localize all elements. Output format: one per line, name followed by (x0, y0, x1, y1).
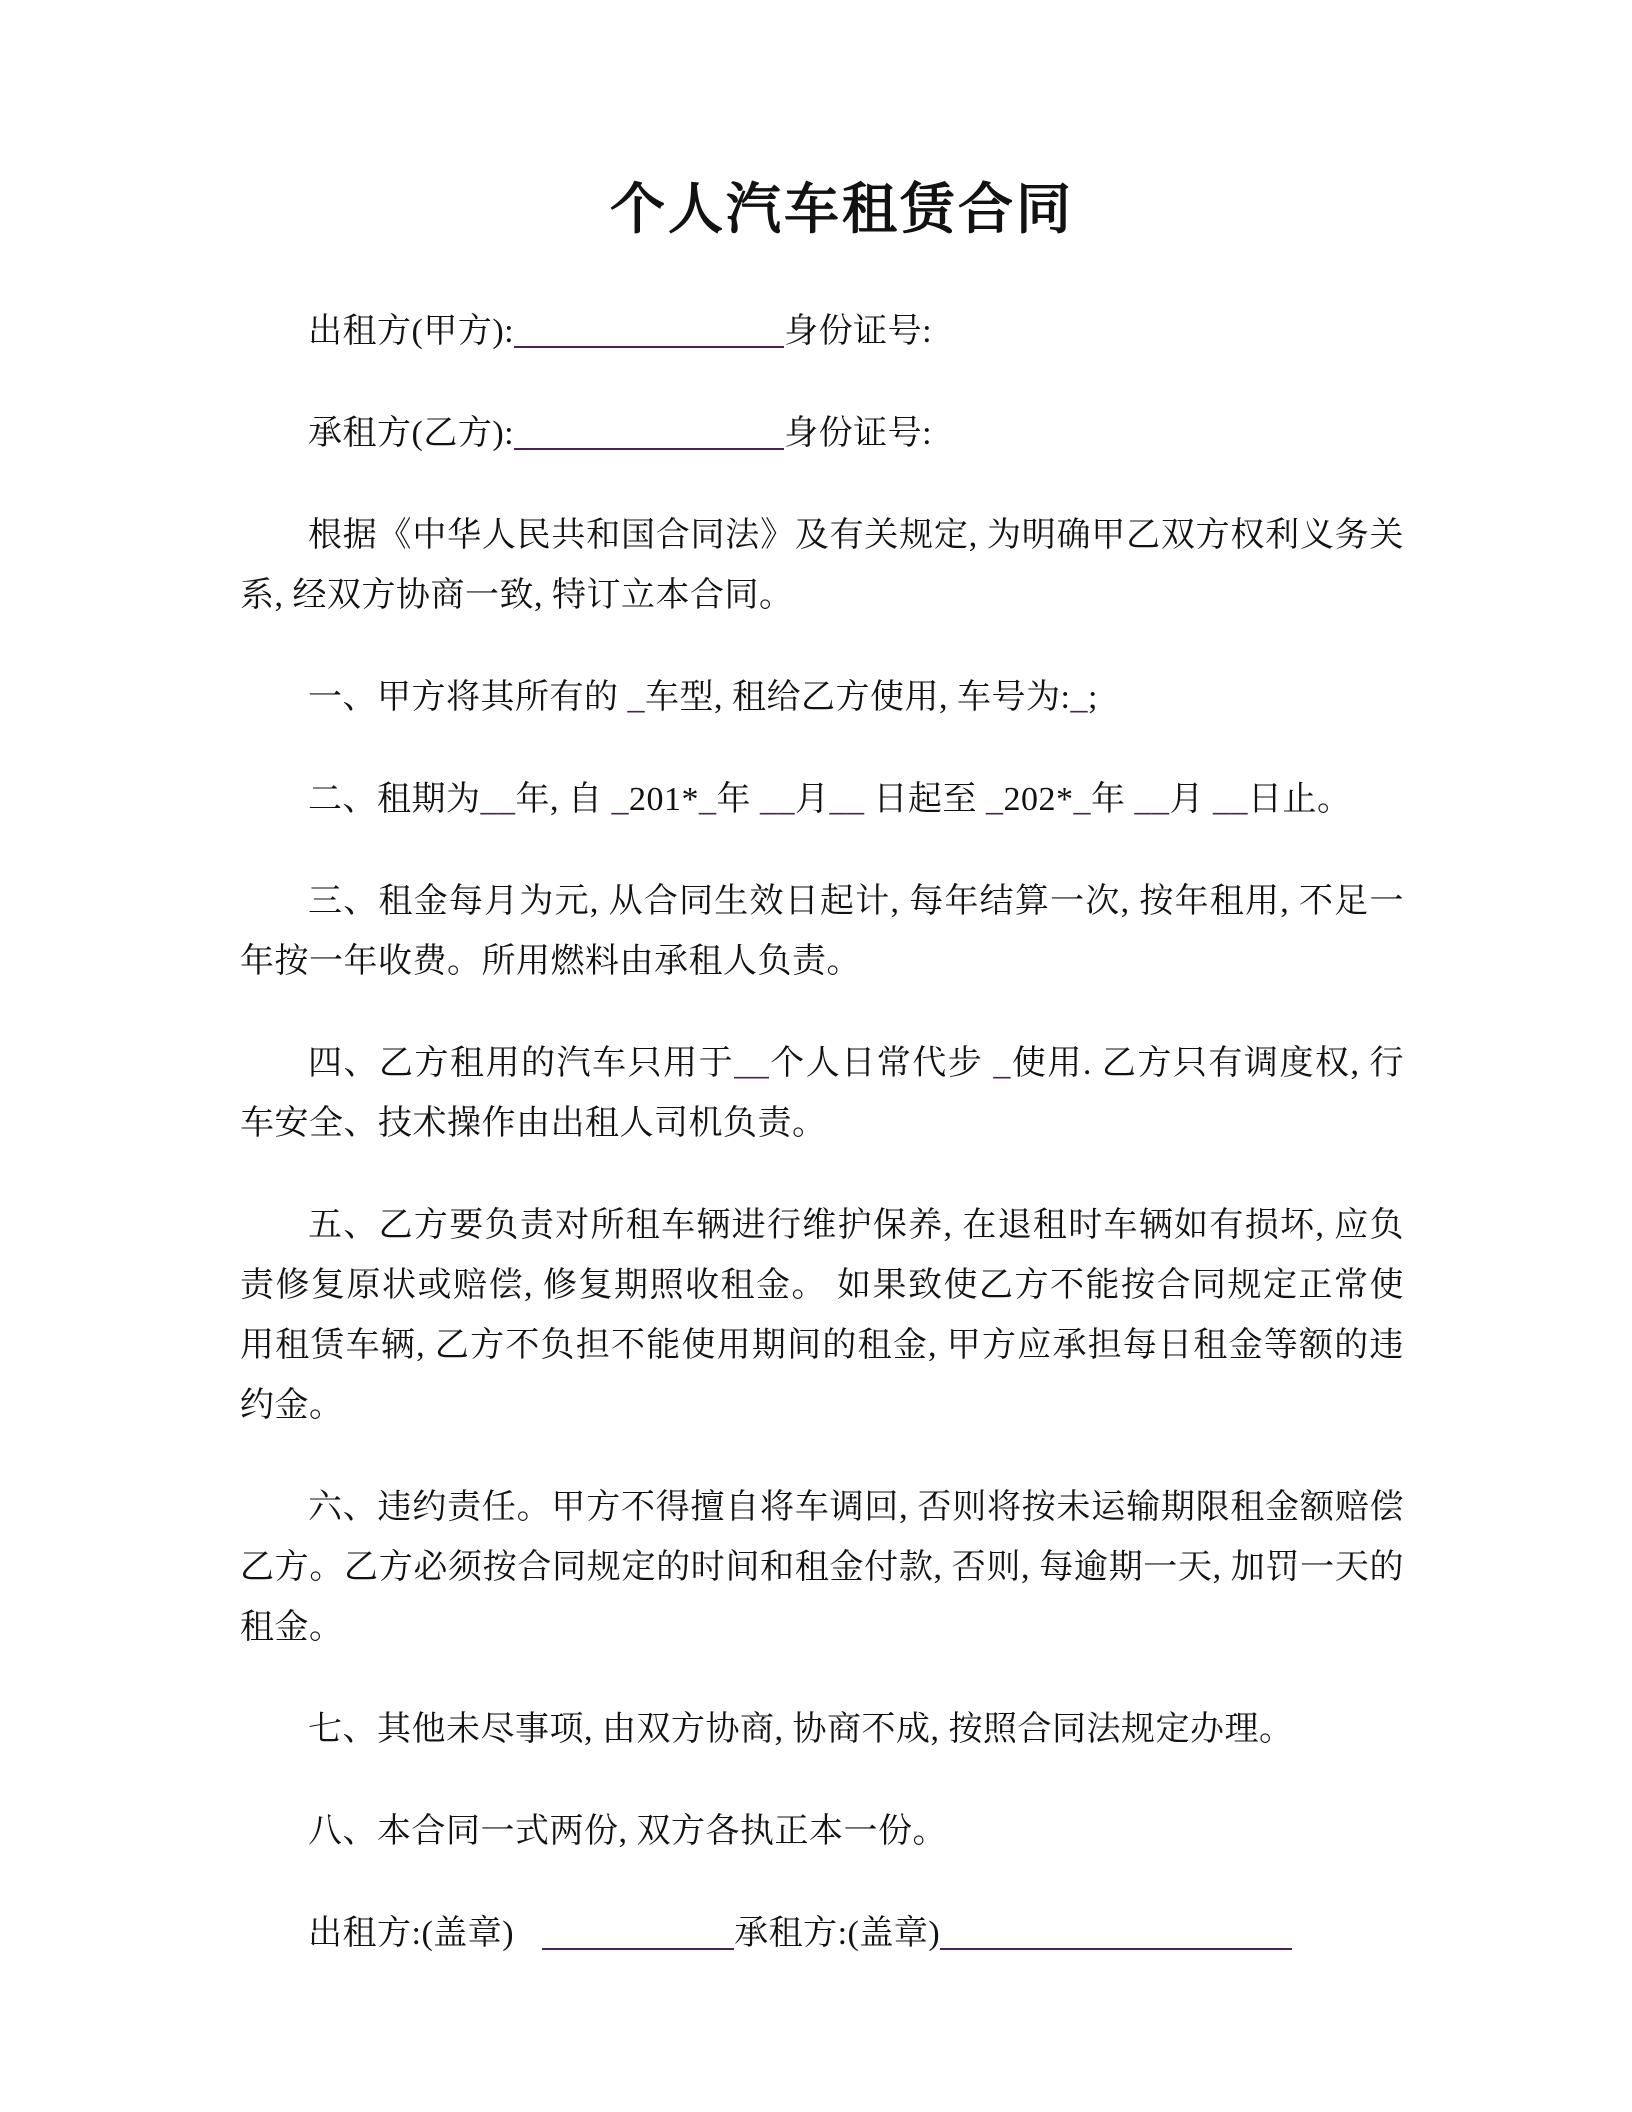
clause-5: 五、乙方要负责对所租车辆进行维护保养, 在退租时车辆如有损坏, 应负责修复原状或赔偿, 修复期照收租金。 如果致使乙方不能按合同规定正常使用租赁车辆, 乙方不负担不能使用期间的租金, 甲方应承担每日租金等额的违约金。 (240, 1207, 1404, 1424)
signature-line (240, 1904, 1404, 1964)
lessee-line (240, 404, 1404, 464)
lessee-seal-label: 承租方:(盖章) (734, 1915, 941, 1952)
lessee-id-label: 身份证号: (784, 415, 933, 452)
intro-paragraph: 根据《中华人民共和国合同法》及有关规定, 为明确甲乙双方权利义务关系, 经双方协商一致, 特订立本合同。 (240, 517, 1404, 614)
clause-4: 四、乙方租用的汽车只用于__个人日常代步 _使用. 乙方只有调度权, 行车安全、技术操作由出租人司机负责。 (240, 1045, 1404, 1142)
lessee-name-blank (514, 414, 784, 450)
clause-3: 三、租金每月为元, 从合同生效日起计, 每年结算一次, 按年租用, 不足一年按一年收费。所用燃料由承租人负责。 (240, 883, 1404, 980)
document-title: 个人汽车租赁合同 (609, 179, 1074, 240)
lessor-label: 出租方(甲方): (308, 313, 515, 350)
lessor-name-blank (514, 312, 784, 348)
lessor-line (240, 302, 1404, 362)
clause-1: 一、甲方将其所有的 _车型, 租给乙方使用, 车号为:_; (308, 679, 1098, 716)
lessor-seal-label: 出租方:(盖章) (308, 1915, 515, 1952)
clause-8: 八、本合同一式两份, 双方各执正本一份。 (308, 1813, 947, 1850)
clause-7: 七、其他未尽事项, 由双方协商, 协商不成, 按照合同法规定办理。 (308, 1711, 1294, 1748)
lessor-seal-blank (542, 1914, 734, 1950)
clause-2: 二、租期为__年, 自 _201*_年 __月__ 日起至 _202*_年 __月 __日止。 (308, 781, 1352, 818)
clause-6: 六、违约责任。甲方不得擅自将车调回, 否则将按未运输期限租金额赔偿乙方。乙方必须按合同规定的时间和租金付款, 否则, 每逾期一天, 加罚一天的租金。 (240, 1489, 1404, 1646)
lessor-id-label: 身份证号: (784, 313, 933, 350)
lessee-seal-blank (940, 1914, 1292, 1950)
lessee-label: 承租方(乙方): (308, 415, 515, 452)
